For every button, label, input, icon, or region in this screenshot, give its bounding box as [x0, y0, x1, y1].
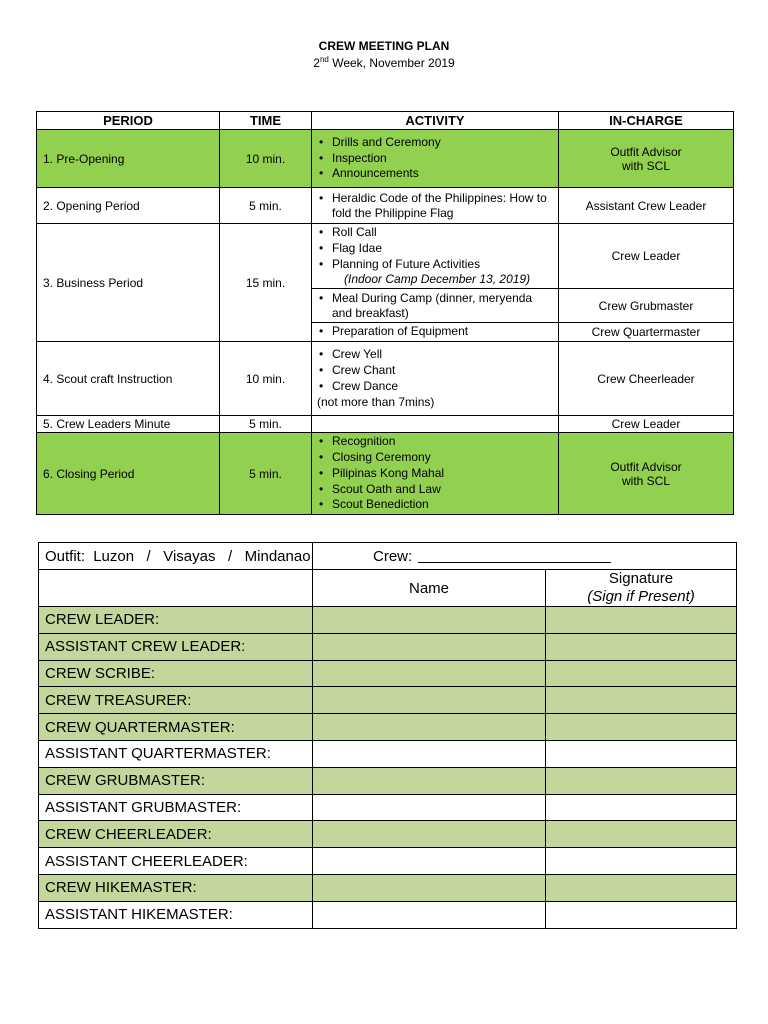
document-title: CREW MEETING PLAN — [318, 39, 450, 53]
roster-row — [39, 607, 737, 634]
signature-header-note: (Sign if Present) — [587, 588, 695, 605]
signature-field[interactable] — [546, 901, 737, 928]
plan-header-row — [37, 112, 734, 130]
plan-row-leaders-minute — [37, 416, 734, 433]
incharge-cell — [559, 433, 734, 515]
role-label: CREW QUARTERMASTER: — [39, 714, 313, 741]
period-cell: 2. Opening Period — [37, 188, 220, 224]
incharge-cell — [559, 130, 734, 188]
header-period: PERIOD — [37, 112, 220, 130]
plan-row-pre-opening — [37, 130, 734, 188]
name-field[interactable] — [313, 848, 546, 875]
activity-item: • Crew Yell — [332, 347, 555, 363]
signature-field[interactable] — [546, 687, 737, 714]
name-field[interactable] — [313, 794, 546, 821]
role-label: CREW TREASURER: — [39, 687, 313, 714]
role-label: ASSISTANT GRUBMASTER: — [39, 794, 313, 821]
activity-extra-note: (Indoor Camp December 13, 2019) — [344, 272, 531, 287]
roster-row — [39, 687, 737, 714]
header-activity: ACTIVITY — [312, 112, 559, 130]
activity-item: • Roll Call — [332, 225, 555, 241]
signature-field[interactable] — [546, 848, 737, 875]
activity-item: • Preparation of Equipment — [332, 324, 555, 340]
incharge-cell: Crew Leader — [559, 224, 734, 289]
crew-roster-table — [38, 542, 737, 929]
incharge-line: Outfit Advisor — [610, 144, 682, 159]
activity-item: • Planning of Future Activities — [332, 257, 555, 273]
role-label: CREW HIKEMASTER: — [39, 874, 313, 901]
roster-header-row — [39, 570, 737, 607]
incharge-cell: Crew Quartermaster — [559, 323, 734, 342]
activity-cell — [312, 433, 559, 515]
roster-header-name: Name — [313, 570, 546, 607]
plan-row-business — [37, 224, 734, 289]
activity-item: • Heraldic Code of the Philippines: How to fold the Philippine Flag — [332, 191, 555, 221]
activity-item: • Announcements — [332, 166, 555, 182]
activity-item: • Meal During Camp (dinner, meryenda and breakfast) — [332, 291, 555, 321]
roster-header-blank — [39, 570, 313, 607]
plan-row-opening — [37, 188, 734, 224]
role-label: ASSISTANT CHEERLEADER: — [39, 848, 313, 875]
roster-row — [39, 633, 737, 660]
crew-name-field[interactable] — [418, 550, 611, 563]
incharge-line: with SCL — [621, 473, 671, 488]
outfit-options: Luzon / Visayas / Mindanao — [93, 547, 311, 565]
roster-header-signature — [546, 570, 737, 607]
name-field[interactable] — [313, 687, 546, 714]
incharge-cell: Assistant Crew Leader — [559, 188, 734, 224]
incharge-cell: Crew Grubmaster — [559, 289, 734, 323]
activity-item: • Recognition — [332, 434, 555, 450]
header-incharge: IN-CHARGE — [559, 112, 734, 130]
subtitle-ordinal-suffix: nd — [319, 55, 329, 64]
signature-field[interactable] — [546, 821, 737, 848]
name-field[interactable] — [313, 714, 546, 741]
signature-field[interactable] — [546, 874, 737, 901]
time-cell: 10 min. — [220, 342, 312, 416]
name-field[interactable] — [313, 821, 546, 848]
role-label: ASSISTANT CREW LEADER: — [39, 633, 313, 660]
time-cell: 5 min. — [220, 416, 312, 433]
outfit-label: Outfit: — [45, 547, 86, 565]
subtitle-ordinal: 2 — [313, 56, 320, 70]
meeting-plan-table — [36, 111, 734, 515]
roster-row — [39, 714, 737, 741]
roster-row — [39, 821, 737, 848]
role-label: CREW LEADER: — [39, 607, 313, 634]
activity-cell — [312, 323, 559, 342]
roster-row — [39, 874, 737, 901]
incharge-cell: Crew Leader — [559, 416, 734, 433]
activity-cell — [312, 289, 559, 323]
time-cell: 5 min. — [220, 188, 312, 224]
activity-item: • Scout Benediction — [332, 497, 555, 513]
role-label: CREW CHEERLEADER: — [39, 821, 313, 848]
activity-item: • Drills and Ceremony — [332, 135, 555, 151]
activity-cell — [312, 342, 559, 416]
name-field[interactable] — [313, 660, 546, 687]
roster-row — [39, 901, 737, 928]
name-field[interactable] — [313, 633, 546, 660]
activity-item: • Closing Ceremony — [332, 450, 555, 466]
outfit-cell — [39, 543, 313, 570]
activity-item: • Inspection — [332, 151, 555, 167]
activity-item: • Flag Idae — [332, 241, 555, 257]
signature-field[interactable] — [546, 794, 737, 821]
activity-cell — [312, 416, 559, 433]
role-label: ASSISTANT QUARTERMASTER: — [39, 740, 313, 767]
name-field[interactable] — [313, 767, 546, 794]
activity-note: (not more than 7mins) — [317, 394, 435, 409]
role-label: CREW GRUBMASTER: — [39, 767, 313, 794]
activity-cell — [312, 130, 559, 188]
document-subtitle — [0, 55, 768, 70]
crew-label: Crew: — [373, 547, 413, 565]
roster-row — [39, 740, 737, 767]
period-cell: 1. Pre-Opening — [37, 130, 220, 188]
plan-row-scoutcraft — [37, 342, 734, 416]
activity-item: • Crew Dance — [332, 379, 555, 395]
roster-row — [39, 794, 737, 821]
time-cell: 5 min. — [220, 433, 312, 515]
activity-item: • Crew Chant — [332, 363, 555, 379]
name-field[interactable] — [313, 901, 546, 928]
time-cell: 10 min. — [220, 130, 312, 188]
incharge-line: Outfit Advisor — [610, 459, 682, 474]
incharge-cell: Crew Cheerleader — [559, 342, 734, 416]
header-time: TIME — [220, 112, 312, 130]
period-cell: 6. Closing Period — [37, 433, 220, 515]
period-cell: 4. Scout craft Instruction — [37, 342, 220, 416]
name-field[interactable] — [313, 740, 546, 767]
signature-field[interactable] — [546, 660, 737, 687]
signature-field[interactable] — [546, 633, 737, 660]
roster-row — [39, 767, 737, 794]
role-label: ASSISTANT HIKEMASTER: — [39, 901, 313, 928]
period-cell: 3. Business Period — [37, 224, 220, 342]
subtitle-rest: Week, November 2019 — [328, 56, 455, 70]
plan-row-closing — [37, 433, 734, 515]
activity-item: • Scout Oath and Law — [332, 482, 555, 498]
time-cell: 15 min. — [220, 224, 312, 342]
roster-row — [39, 660, 737, 687]
signature-header-label: Signature — [608, 570, 674, 587]
activity-cell — [312, 188, 559, 224]
role-label: CREW SCRIBE: — [39, 660, 313, 687]
name-field[interactable] — [313, 607, 546, 634]
activity-item: • Pilipinas Kong Mahal — [332, 466, 555, 482]
crew-cell — [313, 543, 737, 570]
incharge-line: with SCL — [621, 158, 671, 173]
signature-field[interactable] — [546, 607, 737, 634]
signature-field[interactable] — [546, 714, 737, 741]
activity-cell — [312, 224, 559, 289]
roster-outfit-row — [39, 543, 737, 570]
period-cell: 5. Crew Leaders Minute — [37, 416, 220, 433]
roster-row — [39, 848, 737, 875]
signature-field[interactable] — [546, 767, 737, 794]
signature-field[interactable] — [546, 740, 737, 767]
name-field[interactable] — [313, 874, 546, 901]
